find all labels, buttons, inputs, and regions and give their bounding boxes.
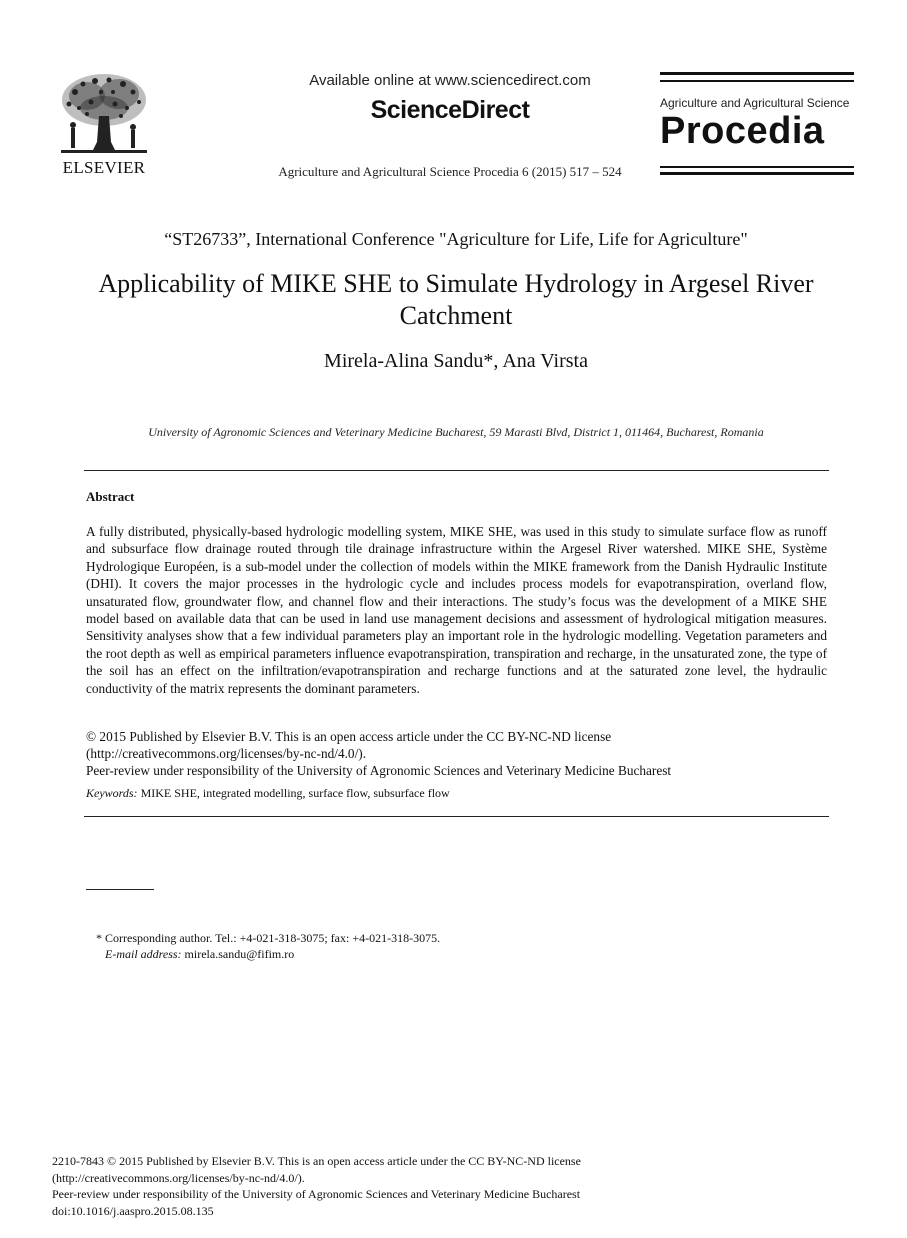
peer-review-statement: Peer-review under responsibility of the University of Agronomic Sciences and Veterinary Medicine Bucharest xyxy=(86,763,672,778)
procedia-wordmark: Procedia xyxy=(660,110,825,152)
conference-name: “ST26733”, International Conference "Agriculture for Life, Life for Agriculture" xyxy=(164,229,748,249)
elsevier-logo xyxy=(55,72,153,182)
bottom-license-link[interactable]: (http://creativecommons.org/licenses/by-nc-nd/4.0/). xyxy=(52,1170,305,1185)
procedia-journal-name: Agriculture and Agricultural Science xyxy=(660,96,850,110)
license-link[interactable]: (http://creativecommons.org/licenses/by-nc-nd/4.0/). xyxy=(86,746,367,761)
abstract-heading: Abstract xyxy=(86,489,135,504)
doi[interactable]: doi:10.1016/j.aaspro.2015.08.135 xyxy=(52,1203,214,1218)
keywords-line xyxy=(86,786,827,801)
abstract-top-divider xyxy=(84,470,829,471)
procedia-logo xyxy=(660,72,854,176)
abstract-bottom-divider xyxy=(84,816,829,817)
paper-title: Applicability of MIKE SHE to Simulate Hydrology in Argesel River Catchment xyxy=(98,269,814,330)
author-affiliation: University of Agronomic Sciences and Veterinary Medicine Bucharest, 59 Marasti Blvd, District 1, 011464, Bucharest, Romania xyxy=(148,425,764,439)
available-online-text: Available online at www.sciencedirect.com xyxy=(309,72,591,89)
corresponding-author: * Corresponding author. Tel.: +4-021-318-3075; fax: +4-021-318-3075. xyxy=(96,931,441,945)
issn-license-line: 2210-7843 © 2015 Published by Elsevier B.V. This is an open access article under the CC BY-NC-ND license xyxy=(52,1154,581,1168)
journal-citation: Agriculture and Agricultural Science Procedia 6 (2015) 517 – 524 xyxy=(278,164,622,179)
procedia-top-rule xyxy=(660,72,854,75)
bottom-peer-review: Peer-review under responsibility of the University of Agronomic Sciences and Veterinary Medicine Bucharest xyxy=(52,1187,581,1202)
email-line xyxy=(96,946,796,962)
author-list: Mirela-Alina Sandu*, Ana Virsta xyxy=(324,350,588,372)
procedia-top-rule-2 xyxy=(660,80,854,82)
footnote-rule xyxy=(86,889,154,890)
copyright-block xyxy=(86,728,827,779)
footnote xyxy=(96,930,796,962)
elsevier-tree-icon xyxy=(57,72,151,154)
email-address[interactable]: mirela.sandu@fifim.ro xyxy=(184,947,295,961)
email-label: E-mail address: xyxy=(105,947,182,961)
keywords-label: Keywords: xyxy=(86,786,138,800)
procedia-bottom-rule-2 xyxy=(660,172,854,175)
copyright-line: © 2015 Published by Elsevier B.V. This is an open access article under the CC BY-NC-ND license xyxy=(86,729,612,744)
keywords-values: MIKE SHE, integrated modelling, surface flow, subsurface flow xyxy=(140,786,450,800)
publisher-wordmark: ELSEVIER xyxy=(62,158,146,177)
abstract-text: A fully distributed, physically-based hydrologic modelling system, MIKE SHE, was used in this study to simulate surface flow as runoff and subsurface flow drainage routed through tile drainage infrastructure within the Argesel River watershed. MIKE SHE, Système Hydrologique Européen, is a sub-model under the collection of models within the MIKE framework from the Danish Hydraulic Institute (DHI). It covers the major processes in the hydrologic cycle and includes process models for evapotranspiration, overland flow, unsaturated flow, groundwater flow, and channel flow and their interactions. The study’s focus was the development of a MIKE SHE model based on available data that can be used in land use management decisions and assessment of hydrological mitigation measures. Sensitivity analyses show that a few individual parameters play an important role in the hydrologic modelling. Vegetation parameters and the root depth as well as empirical parameters influence evapotranspiration, transpiration and recharge, in the unsaturated zone, the type of the soil has an effect on the infiltration/evapotranspiration and recharge functions and at the saturated zone level, the hydraulic conductivity of the matrix represents the dominant parameters. xyxy=(86,524,827,696)
procedia-bottom-rule xyxy=(660,166,854,168)
sciencedirect-logo: ScienceDirect xyxy=(370,96,530,124)
publication-info xyxy=(52,1153,852,1219)
